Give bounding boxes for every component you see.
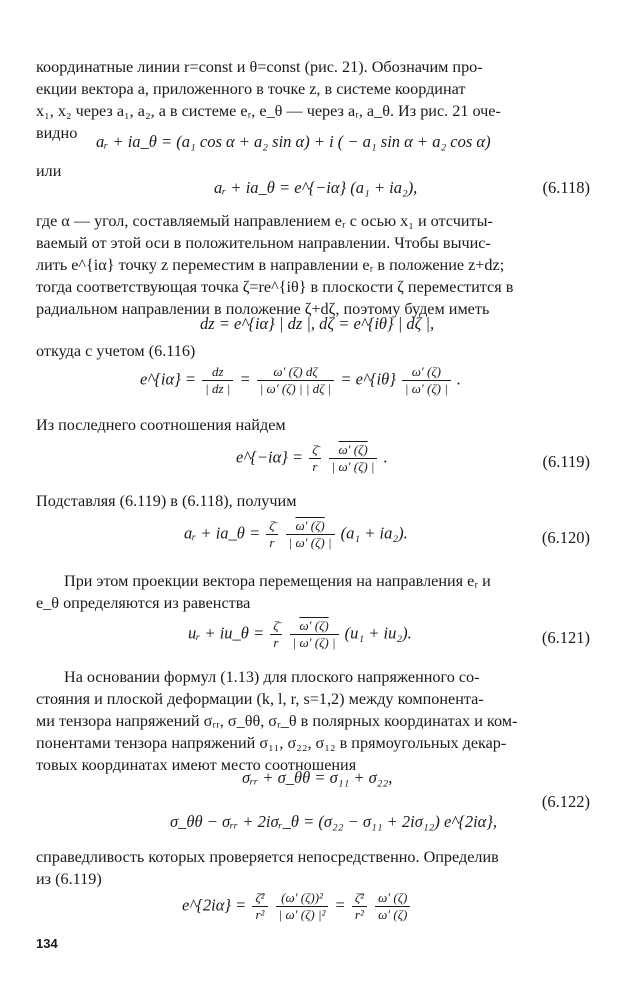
equation-number: (6.119) [542, 452, 590, 471]
word-ili: или [36, 162, 62, 180]
fraction-denominator: r [269, 535, 275, 550]
eq-lhs: uᵣ + iu_θ = [188, 623, 265, 643]
text-line: где α — угол, составляемый направлением eᵣ с осью x₁ и отсчиты- [36, 212, 493, 230]
fraction-denominator: | ω′ (ζ) | [331, 459, 375, 474]
text-line: лить e^{iα} точку z переместим в направлении eᵣ в положение z+dz; [36, 256, 505, 274]
fraction [402, 364, 451, 397]
equation-e-i-alpha [36, 364, 590, 404]
fraction-numerator: ω′ (ζ) [290, 618, 339, 635]
text-line: екции вектора a, приложенного в точке z, в системе координат [36, 80, 466, 98]
fraction-numerator: ω′ (ζ) dζ [257, 364, 335, 381]
fraction [375, 890, 410, 923]
eq-rhs: (a₁ + ia₂). [340, 523, 408, 543]
eq-lhs: e^{2iα} = [182, 895, 247, 915]
fraction-denominator: | ω′ (ζ) | [292, 635, 336, 650]
fraction-numerator: (ω′ (ζ))² [276, 890, 329, 907]
equation-body [184, 518, 408, 551]
fraction-denominator: | ω′ (ζ) | [404, 381, 448, 396]
text-line: видно [36, 124, 78, 142]
paragraph-3: откуда с учетом (6.116) [36, 342, 196, 360]
fraction [202, 364, 233, 397]
text-line: радиальном направлении в положение ζ+dζ, поэтому будем иметь [36, 300, 490, 318]
eq-lhs: aᵣ + ia_θ = [184, 523, 261, 543]
fraction [286, 518, 335, 551]
fraction [290, 618, 339, 651]
fraction [252, 890, 267, 923]
fraction-numerator: ω′ (ζ) [402, 364, 451, 381]
fraction-numerator: ζ̄ [270, 618, 281, 635]
fraction-numerator: ζ̄ [309, 442, 320, 459]
fraction-denominator: r² [255, 907, 265, 922]
fraction-denominator: r [312, 459, 318, 474]
equation-body: σ_θθ − σᵣᵣ + 2iσᵣ_θ = (σ₂₂ − σ₁₁ + 2iσ₁₂) e^{2iα}, [170, 812, 498, 831]
text-line: При этом проекции вектора перемещения на направления eᵣ и [64, 572, 491, 590]
fraction-denominator: r² [354, 907, 364, 922]
paragraph-1 [36, 56, 590, 144]
equation-body [182, 890, 412, 923]
equation-body: e^{iα} = $\frac{dz}{| dz |}$ = $\frac{\omega' (\zeta) d\zeta}{| \omega' (\zeta) | | d\zeta |}$ = e^{iθ} $\frac{\omega' (\zeta)}{| \omega' (\zeta) |}$ . [140, 364, 462, 396]
fraction-denominator: | ω′ (ζ) | [288, 535, 332, 550]
equation-number: (6.121) [541, 628, 590, 647]
fraction [266, 518, 277, 551]
equation-6-122b [36, 812, 590, 842]
equation-6-120 [36, 518, 590, 558]
equation-e-2i-alpha [36, 890, 590, 930]
eq-lhs: e^{iα} = [140, 369, 196, 389]
equation-number: (6.122) [541, 792, 590, 811]
text-line: На основании формул (1.13) для плоского напряженного со- [64, 668, 480, 686]
text-line: ми тензора напряжений σᵣᵣ, σ_θθ, σᵣ_θ в полярных координатах и ком- [36, 712, 518, 730]
equation-body: dz = e^{iα} | dz |, dζ = e^{iθ} | dζ |, [200, 314, 435, 333]
paragraph-4: Из последнего соотношения найдем [36, 416, 286, 434]
fraction-denominator: | ω′ (ζ) |² [278, 907, 326, 922]
equation-body: aᵣ + ia_θ = (a₁ cos α + a₂ sin α) + i ( − a₁ sin α + a₂ cos α) [96, 132, 491, 151]
equation-number: (6.120) [541, 528, 590, 547]
fraction-numerator: ζ̄² [252, 890, 267, 907]
fraction [352, 890, 367, 923]
equation-number: (6.118) [542, 178, 590, 197]
eq-end: . [456, 369, 462, 389]
fraction-numerator: ω′ (ζ) [329, 442, 378, 459]
fraction-numerator: ω′ (ζ) [286, 518, 335, 535]
text-line: тогда соответствующая точка ζ=re^{iθ} в плоскости ζ переместится в [36, 278, 514, 296]
paragraph-7 [36, 666, 590, 776]
equation-projection [36, 132, 590, 162]
text-line: справедливость которых проверяется непосредственно. Определив [36, 848, 499, 866]
eq-mid: = [334, 895, 346, 915]
equation-6-119 [36, 442, 590, 482]
text-line: понентами тензора напряжений σ₁₁, σ₂₂, σ₁₂ в прямоугольных декар- [36, 734, 507, 752]
equation-body [236, 442, 388, 475]
fraction [329, 442, 378, 475]
fraction-denominator: | ω′ (ζ) | | dζ | [259, 381, 332, 396]
paragraph-8 [36, 846, 590, 890]
text-line: x₁, x₂ через a₁, a₂, а в системе eᵣ, e_θ — через aᵣ, a_θ. Из рис. 21 оче- [36, 102, 501, 120]
equation-6-121 [36, 618, 590, 658]
page-number: 134 [36, 936, 58, 951]
fraction [276, 890, 329, 923]
text-line: товых координатах имеют место соотношения [36, 756, 357, 774]
paragraph-5: Подставляя (6.119) в (6.118), получим [36, 492, 297, 510]
eq-mid: = e^{iθ} [340, 369, 396, 389]
text-line: стояния и плоской деформации (k, l, r, s=1,2) между компонента- [36, 690, 484, 708]
paragraph-6 [36, 570, 590, 614]
equation-body: aᵣ + ia_θ = e^{−iα} (a₁ + ia₂), [214, 178, 418, 197]
fraction-numerator: ζ̄² [352, 890, 367, 907]
text-line: координатные линии r=const и θ=const (рис. 21). Обозначим про- [36, 58, 483, 76]
fraction [257, 364, 335, 397]
eq-end: . [383, 447, 388, 467]
text-line: из (6.119) [36, 870, 102, 888]
fraction-numerator: ζ̄ [266, 518, 277, 535]
fraction [270, 618, 281, 651]
eq-rhs: (u₁ + iu₂). [344, 623, 412, 643]
text-line: e_θ определяются из равенства [36, 594, 251, 612]
paragraph-2 [36, 210, 590, 320]
fraction-denominator: ω′ (ζ) [378, 907, 408, 922]
fraction-numerator: ω′ (ζ) [375, 890, 410, 907]
fraction-numerator: dz [202, 364, 233, 381]
fraction [309, 442, 320, 475]
equation-body: σᵣᵣ + σ_θθ = σ₁₁ + σ₂₂, [242, 768, 393, 787]
fraction-denominator: | dz | [205, 381, 231, 396]
equation-body [188, 618, 412, 651]
equation-6-118 [36, 178, 590, 208]
text-line: ваемый от этой оси в положительном направлении. Чтобы вычис- [36, 234, 491, 252]
eq-lhs: e^{−iα} = [236, 447, 304, 467]
fraction-denominator: r [273, 635, 279, 650]
